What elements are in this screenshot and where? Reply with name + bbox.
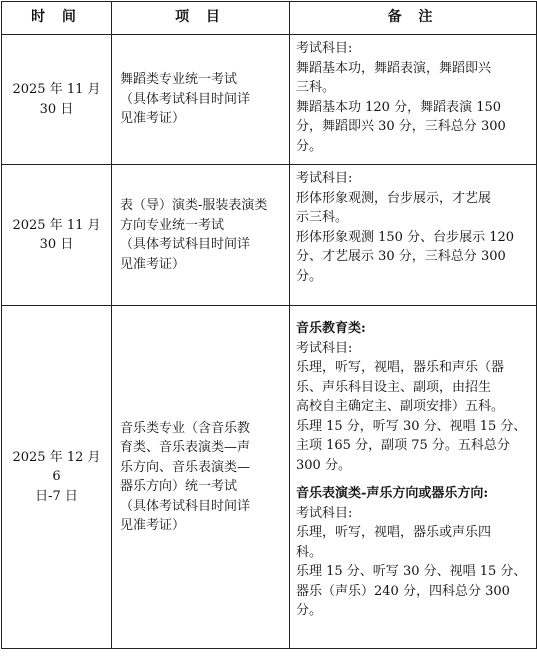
music-performance-heading: 音乐表演类-声乐方向或器乐方向:	[296, 486, 489, 501]
note-line: 形体形象观测，台步展示，才艺展	[296, 190, 492, 206]
note-line: 科。	[296, 544, 323, 560]
note-line: 分。	[296, 268, 323, 284]
note-line: 高校自主确定主、副项安排）五科。	[296, 399, 505, 414]
date-line: 2025 年 12 月 6	[12, 449, 101, 485]
note-line: 考试科目:	[296, 171, 353, 186]
item-line: 见准考证）	[120, 111, 186, 127]
note-cell	[290, 35, 537, 165]
note-line: 器乐（声乐）240 分，四科总分 300	[296, 583, 510, 599]
note-line: 300 分。	[296, 457, 351, 473]
note-cell	[290, 165, 537, 306]
note-line: 乐、声乐科目设主、副项，由招生	[296, 379, 492, 395]
note-line: 形体形象观测 150 分、台步展示 120	[296, 229, 515, 245]
item-line: 器乐方向）统一考试	[120, 479, 238, 494]
note-line: 示三科。	[296, 210, 349, 225]
spacer	[296, 310, 532, 319]
table-header-row	[2, 2, 537, 35]
date-line: 日-7 日	[35, 488, 78, 504]
note-line: 分，舞蹈即兴 30 分，三科总分 300	[296, 119, 506, 134]
item-line: 乐方向、音乐表演类—	[120, 459, 251, 475]
note-line: 乐理，听写，视唱，器乐和声乐（器	[296, 360, 505, 375]
item-line: 音乐类专业（含音乐教	[120, 420, 251, 436]
item-cell	[112, 306, 290, 649]
note-line: 舞蹈基本功 120 分，舞蹈表演 150	[296, 99, 502, 115]
item-line: （具体考试科目时间详	[120, 91, 251, 107]
note-cell	[290, 306, 537, 649]
note-line: 考试科目:	[296, 41, 353, 56]
date-cell	[2, 306, 112, 649]
item-line: （具体考试科目时间详	[120, 237, 251, 252]
header-item: 项 目	[112, 2, 290, 35]
item-line: 见准考证）	[120, 518, 186, 533]
music-education-heading: 音乐教育类:	[296, 321, 366, 336]
date-line: 30 日	[39, 237, 74, 252]
item-line: 见准考证）	[120, 256, 186, 272]
item-line: 育类、音乐表演类—声	[120, 440, 251, 455]
date-line: 30 日	[39, 101, 74, 117]
item-cell	[112, 165, 290, 306]
table-row	[2, 306, 537, 649]
note-line: 分。	[296, 603, 323, 618]
item-cell	[112, 35, 290, 165]
date-cell	[2, 165, 112, 306]
table-row	[2, 35, 537, 165]
note-line: 舞蹈基本功，舞蹈表演，舞蹈即兴	[296, 60, 492, 76]
note-line: 三科。	[296, 80, 336, 95]
exam-schedule-table	[1, 1, 537, 649]
note-line: 乐理，听写，视唱，器乐或声乐四	[296, 525, 492, 540]
item-line: 舞蹈类专业统一考试	[120, 72, 238, 88]
item-line: 方向专业统一考试	[120, 217, 225, 233]
date-line: 2025 年 11 月	[12, 217, 101, 233]
item-line: （具体考试科目时间详	[120, 498, 251, 514]
note-line: 分、才艺展示 30 分，三科总分 300	[296, 249, 506, 264]
note-line: 主项 165 分，副项 75 分。五科总分	[296, 438, 510, 453]
date-line: 2025 年 11 月	[12, 82, 101, 97]
note-line: 乐理 15 分，听写 30 分、视唱 15 分、	[296, 418, 527, 434]
table-row	[2, 165, 537, 306]
item-line: 表（导）演类-服装表演类	[120, 198, 268, 213]
note-line: 考试科目:	[296, 505, 353, 521]
date-cell	[2, 35, 112, 165]
spacer	[296, 475, 532, 484]
note-line: 分。	[296, 138, 323, 154]
header-note: 备 注	[290, 2, 537, 35]
note-line: 乐理 15 分、听写 30 分、视唱 15 分、	[296, 564, 527, 579]
header-date: 时 间	[2, 2, 112, 35]
note-line: 考试科目:	[296, 340, 353, 356]
